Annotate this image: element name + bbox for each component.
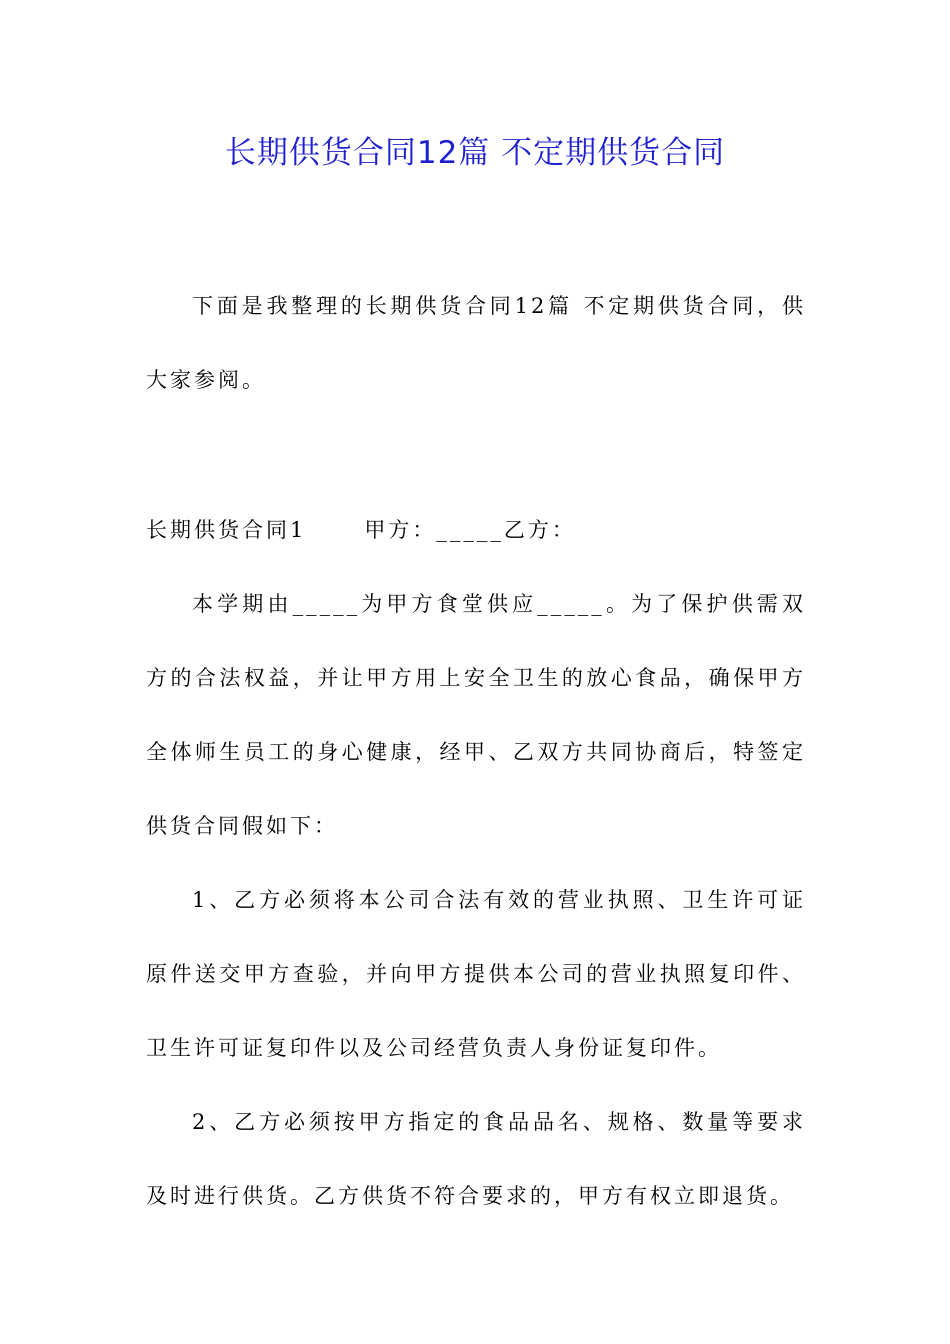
contract-preamble-paragraph: 本学期由_____为甲方食堂供应_____。为了保护供需双方的合法权益，并让甲方用上安全卫生的放心食品，确保甲方全体师生员工的身心健康，经甲、乙双方共同协商后，特签定供货合同假如下： [146, 592, 806, 838]
clause-2-paragraph: 2、乙方必须按甲方指定的食品品名、规格、数量等要求及时进行供货。乙方供货不符合要求的，甲方有权立即退货。 [146, 1110, 806, 1208]
contract-heading: 长期供货合同1 甲方：_____乙方： [146, 518, 576, 542]
intro-paragraph: 下面是我整理的长期供货合同12篇 不定期供货合同，供大家参阅。 [146, 294, 806, 392]
clause-1-paragraph: 1、乙方必须将本公司合法有效的营业执照、卫生许可证原件送交甲方查验，并向甲方提供本公司的营业执照复印件、卫生许可证复印件以及公司经营负责人身份证复印件。 [146, 888, 806, 1060]
document-title: 长期供货合同12篇 不定期供货合同 [224, 135, 726, 171]
